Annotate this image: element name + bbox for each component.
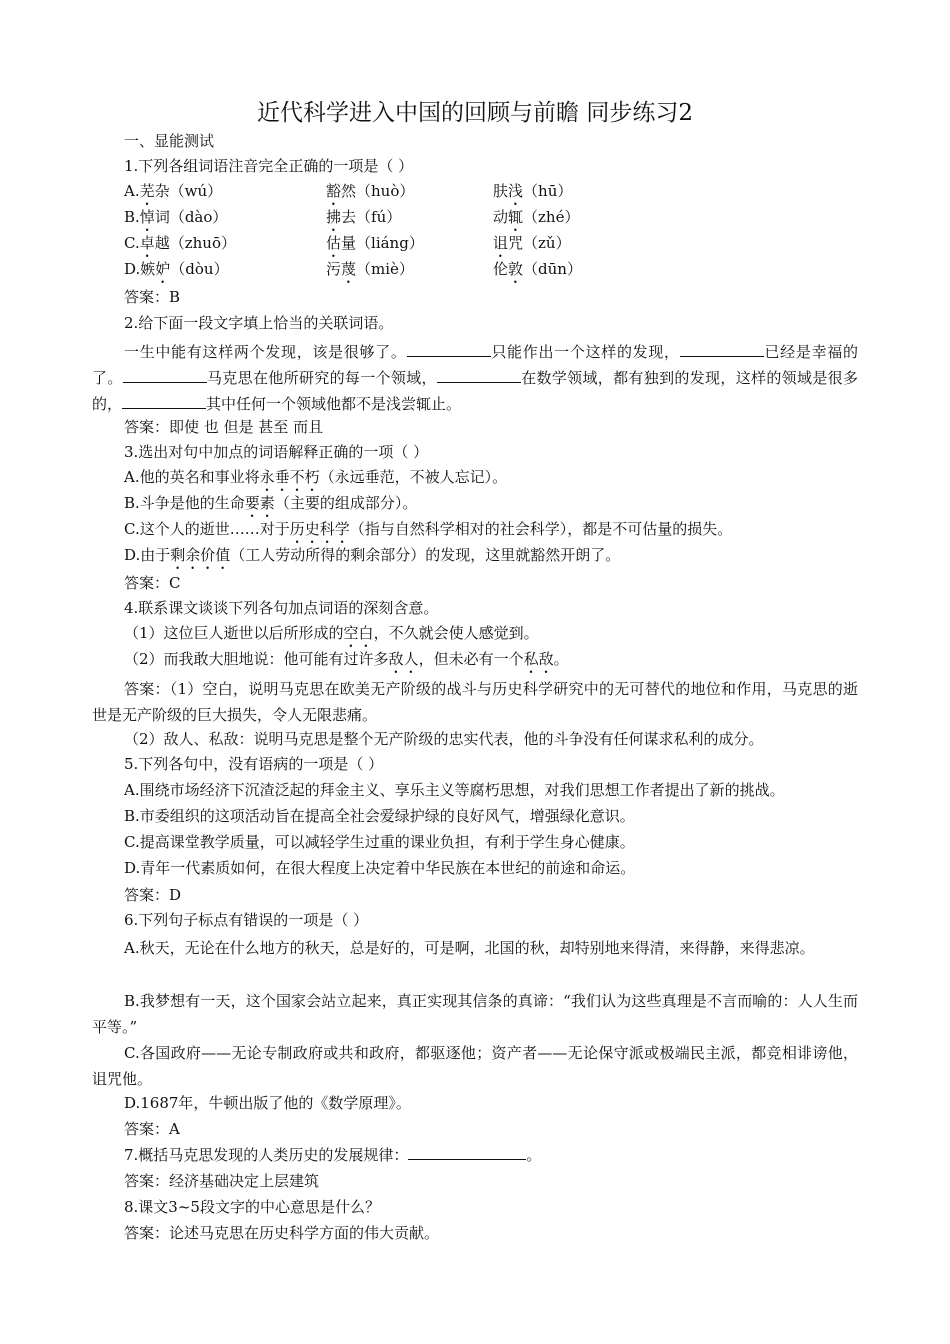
q3-option-c: C.这个人的逝世……对于历史科学（指与自然科学相对的社会科学），都是不可估量的损失。 <box>124 520 733 538</box>
q1-option-a-3: 肤浅（hū） <box>493 182 573 200</box>
q6-option-c: C.各国政府——无论专制政府或共和政府，都驱逐他；资产者——无论保守派或极端民主派，都竞相诽谤他，诅咒他。 <box>92 1044 858 1088</box>
q6-answer: 答案：A <box>124 1120 180 1138</box>
question-4-stem: 4.联系课文谈谈下列各句加点词语的深刻含意。 <box>124 599 439 617</box>
q1-answer: 答案：B <box>124 288 181 306</box>
q1-option-b-1: B.悼词（dào） <box>124 208 228 226</box>
q2-passage: 一生中能有这样两个发现，该是很够了。 只能作出一个这样的发现， 已经是幸福的了。 马克思在他所研究的每一个领域， 在数学领域，都有独到的发现，这样的领域是很多的， 其中任何一个领域他都不是浅尝辄止。 <box>92 343 858 413</box>
q5-option-a: A.围绕市场经济下沉渣泛起的拜金主义、享乐主义等腐朽思想，对我们思想工作者提出了新的挑战。 <box>124 781 785 799</box>
q1-option-d-1: D.嫉妒（dòu） <box>124 260 229 278</box>
q4-answer-1: 答案：（1）空白，说明马克思在欧美无产阶级的战斗与历史科学研究中的无可替代的地位和作用，马克思的逝世是无产阶级的巨大损失，令人无限悲痛。 <box>92 680 858 724</box>
question-6-stem: 6.下列句子标点有错误的一项是（ ） <box>124 911 369 929</box>
q1-option-a-2: 豁然（huò） <box>326 182 415 200</box>
question-7-stem: 7.概括马克思发现的人类历史的发展规律： 。 <box>124 1146 542 1164</box>
question-5-stem: 5.下列各句中，没有语病的一项是（ ） <box>124 755 384 773</box>
q5-option-d: D.青年一代素质如何，在很大程度上决定着中华民族在本世纪的前途和命运。 <box>124 859 636 877</box>
q1-option-c-2: 估量（liáng） <box>326 234 424 252</box>
q1-option-b-3: 动辄（zhé） <box>493 208 580 226</box>
fill-blank[interactable] <box>437 368 521 383</box>
q3-answer: 答案：C <box>124 574 181 592</box>
q4-sentence-1: （1）这位巨人逝世以后所形成的空白，不久就会使人感觉到。 <box>124 624 539 642</box>
q3-option-d: D.由于剩余价值（工人劳动所得的剩余部分）的发现，这里就豁然开朗了。 <box>124 546 621 564</box>
q1-option-d-3: 伦敦（dūn） <box>493 260 582 278</box>
q6-option-b: B.我梦想有一天，这个国家会站立起来，真正实现其信条的真谛：“我们认为这些真理是不言而喻的：人人生而平等。” <box>92 992 858 1036</box>
document-title: 近代科学进入中国的回顾与前瞻 同步练习2 <box>257 100 693 126</box>
q6-option-a: A.秋天，无论在什么地方的秋天，总是好的，可是啊，北国的秋，却特别地来得清，来得静，来得悲凉。 <box>124 939 815 957</box>
q5-answer: 答案：D <box>124 886 182 904</box>
question-2-stem: 2.给下面一段文字填上恰当的关联词语。 <box>124 314 394 332</box>
q3-option-b: B.斗争是他的生命要素（主要的组成部分）。 <box>124 494 418 512</box>
fill-blank[interactable] <box>408 1145 526 1160</box>
section-heading: 一、显能测试 <box>124 132 215 150</box>
question-1-stem: 1.下列各组词语注音完全正确的一项是（ ） <box>124 157 414 175</box>
q4-sentence-2: （2）而我敢大胆地说：他可能有过许多敌人，但未必有一个私敌。 <box>124 650 569 668</box>
q1-option-b-2: 拂去（fú） <box>326 208 402 226</box>
q1-option-a-1: A.芜杂（wú） <box>124 182 223 200</box>
q1-option-c-3: 诅咒（zǔ） <box>493 234 571 252</box>
fill-blank[interactable] <box>123 368 207 383</box>
q1-option-d-2: 污蔑（miè） <box>326 260 414 278</box>
fill-blank[interactable] <box>122 394 206 409</box>
q4-answer-2: （2）敌人、私敌：说明马克思是整个无产阶级的忠实代表，他的斗争没有任何谋求私利的成分。 <box>124 730 764 748</box>
q7-answer: 答案：经济基础决定上层建筑 <box>124 1172 320 1190</box>
q5-option-b: B.市委组织的这项活动旨在提高全社会爱绿护绿的良好风气，增强绿化意识。 <box>124 807 635 825</box>
q3-option-a: A.他的英名和事业将永垂不朽（永远垂范，不被人忘记）。 <box>124 468 508 486</box>
fill-blank[interactable] <box>680 342 764 357</box>
q1-option-c-1: C.卓越（zhuō） <box>124 234 236 252</box>
q5-option-c: C.提高课堂教学质量，可以减轻学生过重的课业负担，有利于学生身心健康。 <box>124 833 635 851</box>
question-3-stem: 3.选出对句中加点的词语解释正确的一项（ ） <box>124 443 429 461</box>
q8-answer: 答案：论述马克思在历史科学方面的伟大贡献。 <box>124 1224 440 1242</box>
q6-option-d: D.1687年，牛顿出版了他的《数学原理》。 <box>124 1094 411 1112</box>
question-8-stem: 8.课文3~5段文字的中心意思是什么？ <box>124 1198 380 1216</box>
fill-blank[interactable] <box>407 342 491 357</box>
q2-answer: 答案：即使 也 但是 甚至 而且 <box>124 418 324 436</box>
